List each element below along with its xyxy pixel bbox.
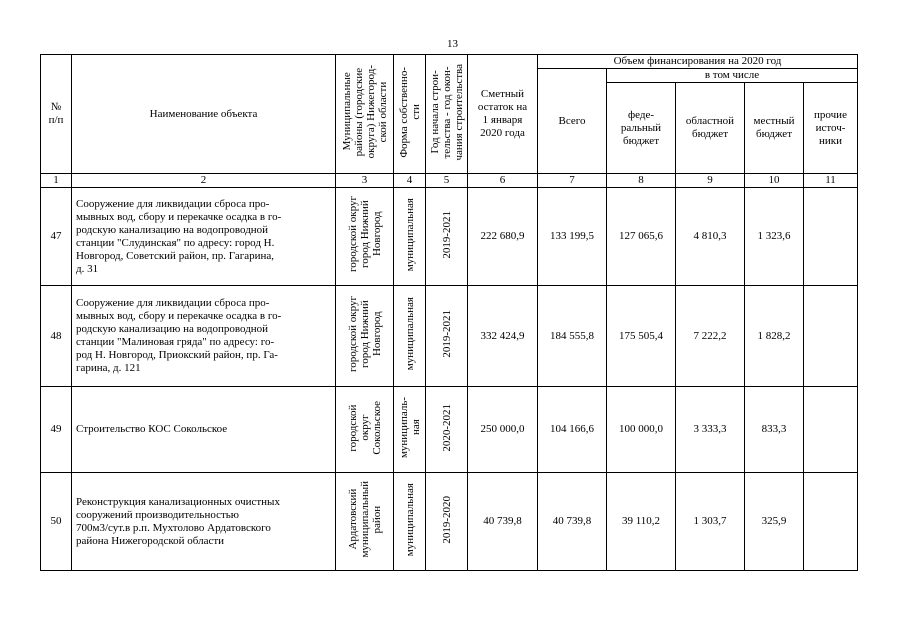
header-including: в том числе <box>607 69 858 83</box>
row-name: Сооружение для ликвидации сброса про- мывных вод, сбору и перекачке осадка в го- родскую канализацию на водопроводной станции "Слудинская" по адресу: город Н. Новгород, Советский район, пр. Гагарина, д. 31 <box>72 188 336 286</box>
funding-table <box>40 54 858 571</box>
row-ownership <box>394 188 426 286</box>
row-regional: 1 303,7 <box>676 473 745 571</box>
col-number: 4 <box>394 174 426 188</box>
row-num: 47 <box>41 188 72 286</box>
row-municipal-text: городской округ Сокольское <box>346 400 383 455</box>
row-years-text: 2020-2021 <box>440 403 453 452</box>
table-row <box>41 387 858 473</box>
row-municipal <box>336 473 394 571</box>
header-local: местный бюджет <box>745 83 804 174</box>
row-estimate: 40 739,8 <box>468 473 538 571</box>
header-regional: областной бюджет <box>676 83 745 174</box>
row-federal: 39 110,2 <box>607 473 676 571</box>
header-years-text: Год начала строи- тельства - год окон- чания строительства <box>428 63 465 161</box>
row-federal: 100 000,0 <box>607 387 676 473</box>
table-row <box>41 473 858 571</box>
header-municipal-text: Муниципальные районы (городские округа) Нижегород- ской области <box>340 65 389 159</box>
header-estimate: Сметный остаток на 1 января 2020 года <box>468 55 538 174</box>
row-local: 833,3 <box>745 387 804 473</box>
row-local: 325,9 <box>745 473 804 571</box>
row-total: 133 199,5 <box>538 188 607 286</box>
row-years <box>426 387 468 473</box>
row-estimate: 332 424,9 <box>468 286 538 387</box>
col-number: 2 <box>72 174 336 188</box>
row-years <box>426 473 468 571</box>
table-row <box>41 188 858 286</box>
header-ownership <box>394 55 426 174</box>
page-number: 13 <box>447 38 458 50</box>
row-regional: 7 222,2 <box>676 286 745 387</box>
row-municipal <box>336 188 394 286</box>
row-total: 40 739,8 <box>538 473 607 571</box>
header-total: Всего <box>538 69 607 174</box>
row-ownership <box>394 387 426 473</box>
row-name: Строительство КОС Сокольское <box>72 387 336 473</box>
header-years <box>426 55 468 174</box>
row-name: Сооружение для ликвидации сброса про- мывных вод, сбору и перекачке осадка в го- родскую канализацию на водопроводной станции "Малиновая гряда" по адресу: го- род Н. Новгород, Приокский район, пр. Га- гарина, д. 121 <box>72 286 336 387</box>
header-municipal <box>336 55 394 174</box>
row-years-text: 2019-2020 <box>440 495 453 544</box>
row-num: 49 <box>41 387 72 473</box>
row-other <box>804 473 858 571</box>
row-other <box>804 387 858 473</box>
row-ownership-text: муниципаль- ная <box>397 396 422 459</box>
row-estimate: 250 000,0 <box>468 387 538 473</box>
row-municipal <box>336 286 394 387</box>
row-years-text: 2019-2021 <box>440 310 453 358</box>
row-years <box>426 188 468 286</box>
row-total: 184 555,8 <box>538 286 607 387</box>
row-federal: 127 065,6 <box>607 188 676 286</box>
header-federal: феде- ральный бюджет <box>607 83 676 174</box>
col-number: 9 <box>676 174 745 188</box>
header-funding: Объем финансирования на 2020 год <box>538 55 858 69</box>
row-years <box>426 286 468 387</box>
row-num: 48 <box>41 286 72 387</box>
row-total: 104 166,6 <box>538 387 607 473</box>
row-years-text: 2019-2021 <box>440 210 453 259</box>
col-number: 5 <box>426 174 468 188</box>
row-municipal-text: городской округ город Нижний Новгород <box>346 196 383 273</box>
row-ownership <box>394 286 426 387</box>
row-municipal <box>336 387 394 473</box>
row-regional: 4 810,3 <box>676 188 745 286</box>
row-name: Реконструкция канализационных очистных сооружений производительностью 700м3/сут.в р.п. Мухтолово Ардатовского района Нижегородской области <box>72 473 336 571</box>
col-number: 10 <box>745 174 804 188</box>
col-number: 3 <box>336 174 394 188</box>
row-municipal-text: городской округ город Нижний Новгород <box>346 295 383 373</box>
row-local: 1 323,6 <box>745 188 804 286</box>
row-num: 50 <box>41 473 72 571</box>
row-federal: 175 505,4 <box>607 286 676 387</box>
table-row <box>41 286 858 387</box>
header-num: № п/п <box>41 55 72 174</box>
header-other: прочие источ- ники <box>804 83 858 174</box>
row-municipal-text: Ардатовский муниципальный район <box>346 481 383 558</box>
col-number: 11 <box>804 174 858 188</box>
col-number: 8 <box>607 174 676 188</box>
header-ownership-text: Форма собственно- сти <box>397 66 422 158</box>
column-number-row <box>41 174 858 188</box>
row-local: 1 828,2 <box>745 286 804 387</box>
header-name: Наименование объекта <box>72 55 336 174</box>
col-number: 7 <box>538 174 607 188</box>
row-regional: 3 333,3 <box>676 387 745 473</box>
col-number: 1 <box>41 174 72 188</box>
row-ownership <box>394 473 426 571</box>
row-ownership-text: муниципальная <box>403 297 416 371</box>
row-ownership-text: муниципальная <box>403 482 416 557</box>
row-other <box>804 188 858 286</box>
row-other <box>804 286 858 387</box>
row-estimate: 222 680,9 <box>468 188 538 286</box>
col-number: 6 <box>468 174 538 188</box>
row-ownership-text: муниципальная <box>403 197 416 272</box>
